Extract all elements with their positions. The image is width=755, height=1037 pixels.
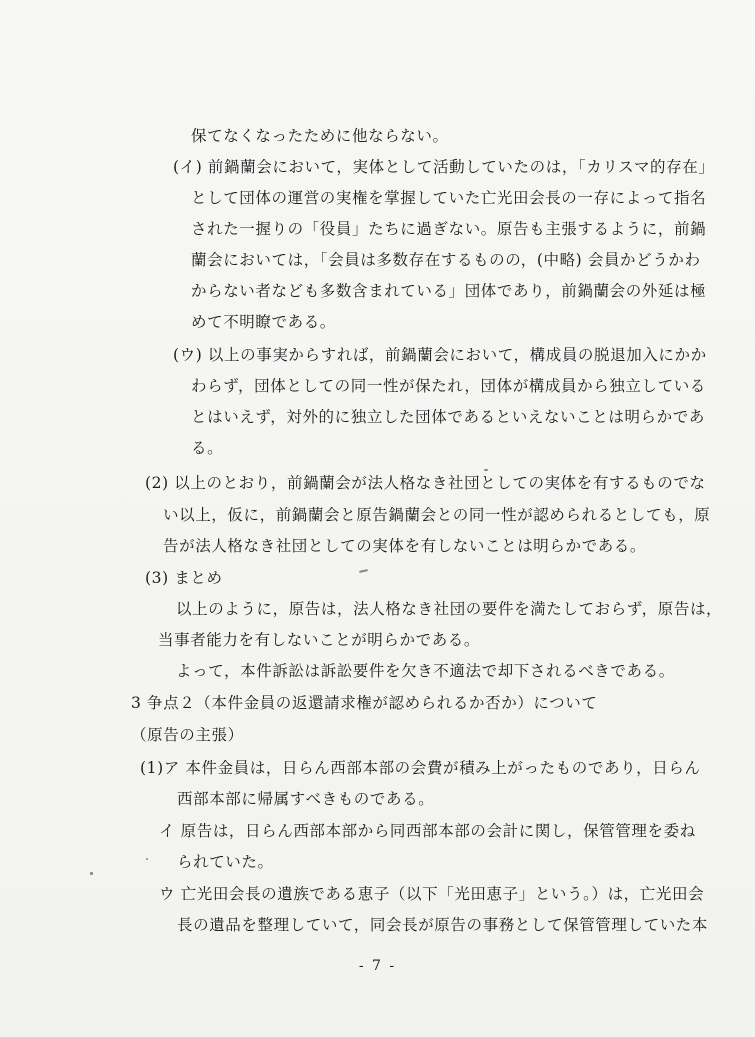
text-line: とはいえず，対外的に独立した団体であるといえないことは明らかであ bbox=[191, 408, 705, 426]
text-line: めて不明瞭である。 bbox=[191, 313, 336, 331]
text-line: 蘭会においては，「会員は多数存在するものの，(中略) 会員かどうかわ bbox=[191, 251, 701, 269]
text-line: 保てなくなったために他ならない。 bbox=[191, 127, 449, 145]
scan-speck bbox=[146, 858, 148, 860]
text-line: られていた。 bbox=[177, 853, 274, 871]
text-line: からない者なども多数含まれている」団体であり，前鍋蘭会の外延は極 bbox=[191, 282, 707, 300]
text-line: 西部本部に帰属すべきものである。 bbox=[177, 790, 435, 808]
text-line: された一握りの「役員」たちに過ぎない。原告も主張するように，前鍋 bbox=[191, 220, 707, 238]
text-line: 告が法人格なき社団としての実体を有しないことは明らかである。 bbox=[163, 537, 647, 555]
text-line: る。 bbox=[191, 439, 224, 457]
text-line: （原告の主張） bbox=[131, 726, 244, 744]
scan-speck bbox=[359, 569, 368, 573]
text-line: い以上，仮に，前鍋蘭会と原告鍋蘭会との同一性が認められるとしても，原 bbox=[163, 506, 711, 524]
text-line: イ 原告は，日らん西部本部から同西部本部の会計に関し，保管管理を委ね bbox=[159, 822, 696, 840]
text-line: 長の遺品を整理していて，同会長が原告の事務として保管管理していた本 bbox=[177, 916, 708, 934]
text-line: わらず，団体としての同一性が保たれ，団体が構成員から独立している bbox=[191, 377, 706, 395]
text-line: (イ) 前鍋蘭会において，実体として活動していたのは，「カリスマ的存在」 bbox=[173, 158, 715, 176]
text-line: (3) まとめ bbox=[145, 569, 223, 587]
text-line: (1)ア 本件金員は，日らん西部本部の会費が積み上がったものであり，日らん bbox=[140, 759, 701, 777]
text-line: として団体の運営の実権を掌握していた亡光田会長の一存によって指名 bbox=[191, 189, 707, 207]
text-line: よって，本件訴訟は訴訟要件を欠き不適法で却下されるべきである。 bbox=[176, 662, 675, 680]
scan-speck bbox=[484, 469, 488, 471]
section-heading: 3 争点２（本件金員の返還請求権が認められるか否か）について bbox=[131, 694, 598, 712]
text-line: 以上のように，原告は，法人格なき社団の要件を満たしておらず，原告は， bbox=[176, 600, 723, 618]
text-line: (2) 以上のとおり，前鍋蘭会が法人格なき社団としての実体を有するものでな bbox=[145, 474, 706, 492]
text-line: (ウ) 以上の事実からすれば，前鍋蘭会において，構成員の脱退加入にかか bbox=[173, 346, 707, 364]
text-line: 当事者能力を有しないことが明らかである。 bbox=[158, 631, 481, 649]
text-line: ウ 亡光田会長の遺族である恵子（以下「光田恵子」という。）は，亡光田会 bbox=[159, 885, 705, 903]
page-number: - 7 - bbox=[358, 958, 397, 974]
scan-speck bbox=[90, 872, 93, 875]
